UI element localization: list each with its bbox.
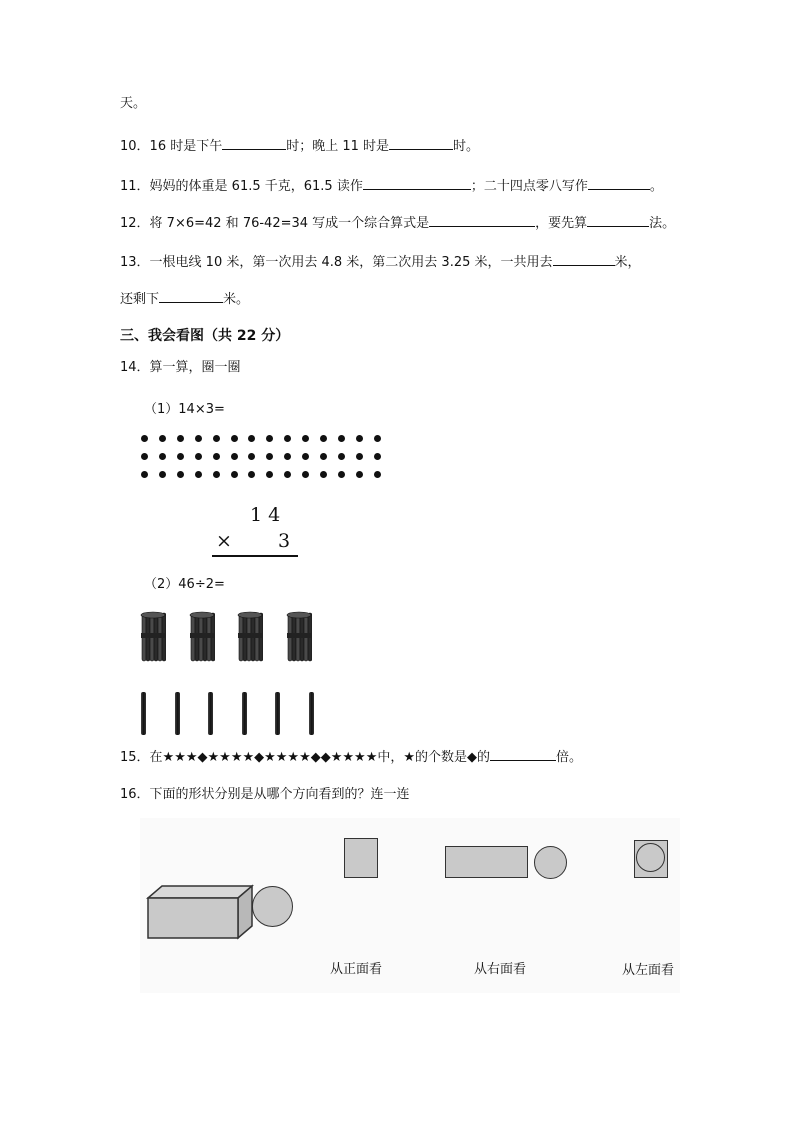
single-stick[interactable] [141, 692, 146, 735]
q11-answer-blank-1[interactable] [363, 175, 471, 190]
q12-number: 12． [120, 216, 150, 231]
question-16 [120, 785, 410, 805]
question-15 [120, 746, 582, 768]
q16-number: 16． [120, 787, 150, 802]
q9-tail [120, 94, 146, 114]
question-12 [120, 212, 675, 234]
single-stick[interactable] [208, 692, 213, 735]
label-left-view[interactable]: 从左面看 [622, 963, 675, 978]
dot[interactable] [231, 435, 238, 442]
q13-text-3: 还剩下 [120, 292, 160, 307]
q12-text-3: 法。 [649, 216, 676, 231]
q13-text-4: 米。 [223, 292, 250, 307]
q12-text-2: ，要先算 [535, 216, 588, 231]
q10-answer-blank-2[interactable] [389, 135, 453, 150]
q16-text: 下面的形状分别是从哪个方向看到的？连一连 [149, 787, 410, 802]
dot[interactable] [195, 453, 202, 460]
dot[interactable] [302, 471, 309, 478]
q12-answer-blank-1[interactable] [429, 212, 535, 227]
dot[interactable] [356, 435, 363, 442]
q10-text-1: 16 时是下午 [149, 139, 223, 154]
dot[interactable] [141, 453, 148, 460]
q11-answer-blank-2[interactable] [588, 175, 650, 190]
dot[interactable] [320, 453, 327, 460]
dot[interactable] [159, 435, 166, 442]
stick-bundle[interactable] [237, 611, 263, 663]
dot[interactable] [248, 471, 255, 478]
dot[interactable] [374, 453, 381, 460]
dot[interactable] [266, 471, 273, 478]
q14-part-2: （2）46÷2= [144, 577, 225, 592]
question-13 [120, 251, 641, 273]
section-3-heading: 三、我会看图（共 22 分） [120, 328, 290, 344]
q15-text-2: 倍。 [556, 750, 583, 765]
stick-bundle[interactable] [140, 611, 166, 663]
mult-bottom-number: 3 [278, 530, 291, 552]
q12-answer-blank-2[interactable] [587, 212, 649, 227]
view-rectangle-shape[interactable] [445, 846, 528, 878]
q11-text-1: 妈妈的体重是 61.5 千克，61.5 读作 [149, 179, 363, 194]
q13-number: 13． [120, 255, 150, 270]
dot[interactable] [284, 435, 291, 442]
dot[interactable] [141, 435, 148, 442]
view-circle-shape[interactable] [534, 846, 567, 879]
stick-bundle[interactable] [286, 611, 312, 663]
cuboid-solid [146, 884, 256, 944]
dot[interactable] [338, 453, 345, 460]
single-stick[interactable] [242, 692, 247, 735]
dot[interactable] [248, 453, 255, 460]
q15-text-1: 在★★★◆★★★★◆★★★★◆◆★★★★中，★的个数是◆的 [149, 750, 491, 765]
mult-rule [212, 555, 298, 557]
dot[interactable] [177, 435, 184, 442]
view-square-circle-shape[interactable] [634, 840, 668, 878]
dot[interactable] [141, 471, 148, 478]
question-13-line-2 [120, 288, 249, 310]
dot[interactable] [302, 435, 309, 442]
q10-answer-blank-1[interactable] [222, 135, 286, 150]
label-right-view[interactable]: 从右面看 [474, 962, 527, 977]
dot[interactable] [159, 471, 166, 478]
inner-circle [636, 843, 665, 872]
q14-text: 算一算，圈一圈 [149, 360, 241, 375]
q13-answer-blank-2[interactable] [159, 288, 223, 303]
dot[interactable] [231, 453, 238, 460]
dot[interactable] [195, 471, 202, 478]
single-stick[interactable] [275, 692, 280, 735]
dot[interactable] [213, 435, 220, 442]
dot[interactable] [177, 471, 184, 478]
q15-answer-blank[interactable] [490, 746, 556, 761]
q11-text-3: 。 [649, 179, 663, 194]
q13-answer-blank-1[interactable] [553, 251, 615, 266]
dot[interactable] [356, 471, 363, 478]
dot-array [138, 430, 398, 484]
dot[interactable] [356, 453, 363, 460]
dot[interactable] [338, 435, 345, 442]
dot[interactable] [177, 453, 184, 460]
dot[interactable] [374, 471, 381, 478]
sphere-solid[interactable] [252, 886, 293, 927]
q13-text-2: 米， [614, 255, 641, 270]
mult-sign: × [216, 530, 232, 552]
q9-tail-text: 天。 [120, 96, 147, 111]
q16-figure [140, 818, 680, 993]
dot[interactable] [195, 435, 202, 442]
q11-number: 11． [120, 179, 150, 194]
dot[interactable] [302, 453, 309, 460]
question-11 [120, 175, 663, 197]
stick-bundle[interactable] [189, 611, 215, 663]
q10-number: 10． [120, 139, 150, 154]
q14-part-1: （1）14×3= [144, 402, 225, 417]
single-stick[interactable] [309, 692, 314, 735]
single-stick[interactable] [175, 692, 180, 735]
q11-text-2: ；二十四点零八写作 [470, 179, 588, 194]
dot[interactable] [266, 453, 273, 460]
dot[interactable] [338, 471, 345, 478]
q13-text-1: 一根电线 10 米，第一次用去 4.8 米，第二次用去 3.25 米，一共用去 [149, 255, 553, 270]
dot[interactable] [374, 435, 381, 442]
dot[interactable] [284, 453, 291, 460]
dot[interactable] [231, 471, 238, 478]
dot[interactable] [159, 453, 166, 460]
dot[interactable] [284, 471, 291, 478]
question-14 [120, 358, 241, 378]
dot[interactable] [213, 453, 220, 460]
q12-text-1: 将 7×6=42 和 76-42=34 写成一个综合算式是 [149, 216, 430, 231]
dot[interactable] [320, 471, 327, 478]
dot[interactable] [248, 435, 255, 442]
dot[interactable] [266, 435, 273, 442]
q14-number: 14． [120, 360, 150, 375]
dot[interactable] [320, 435, 327, 442]
q10-text-3: 时。 [453, 139, 480, 154]
label-front-view[interactable]: 从正面看 [330, 962, 383, 977]
q10-text-2: 时；晚上 11 时是 [286, 139, 390, 154]
view-square-shape[interactable] [344, 838, 378, 878]
dot[interactable] [213, 471, 220, 478]
question-10 [120, 135, 479, 157]
mult-top-number: 1 4 [250, 504, 281, 526]
q15-number: 15． [120, 750, 150, 765]
